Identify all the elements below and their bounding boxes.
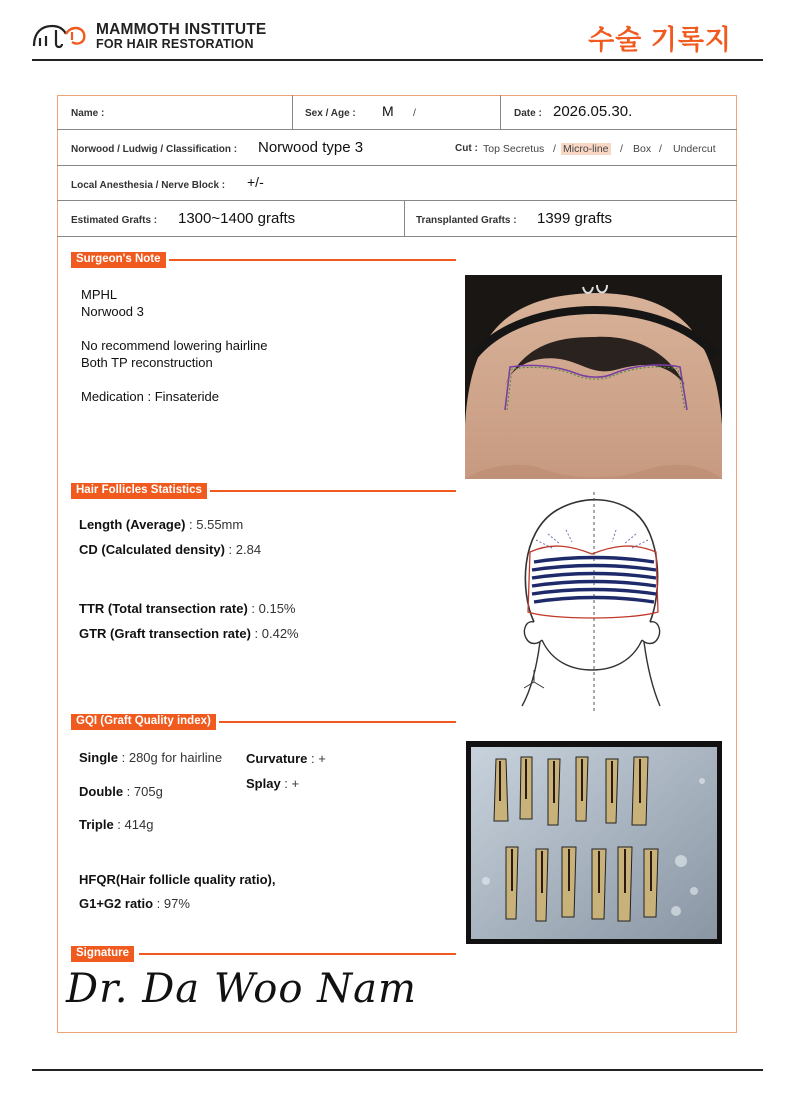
name-label: Name : (71, 108, 105, 119)
donor-area-head-diagram (512, 492, 672, 712)
section-header-surgeons-note (71, 252, 456, 268)
note-line (81, 371, 267, 388)
stat-value: : 2.84 (224, 542, 262, 557)
column-divider (292, 95, 293, 130)
classification-label: Norwood / Ludwig / Classification : (71, 144, 238, 155)
section-header-signature (71, 946, 456, 962)
footer-divider (32, 1069, 763, 1071)
note-line (81, 320, 267, 337)
cut-option-box[interactable]: Box (633, 143, 652, 155)
graft-samples-photo (466, 741, 722, 944)
gqi-label: HFQR(Hair follicle quality ratio), (79, 872, 276, 887)
stat-value: : 0.15% (247, 601, 296, 616)
stat-value: : 5.55mm (185, 517, 244, 532)
gqi-label: Triple (79, 817, 114, 832)
gqi-value: : 705g (123, 784, 163, 799)
cut-option-undercut[interactable]: Undercut (673, 143, 716, 155)
mammoth-logo-icon (32, 20, 92, 52)
stat-label: CD (Calculated density) (79, 542, 225, 557)
gqi-label: Double (79, 784, 124, 799)
note-line: Medication : Finsateride (81, 389, 220, 404)
brand-name-line1: MAMMOTH INSTITUTE (96, 21, 267, 38)
surgeons-note-text (81, 286, 267, 405)
section-rule (210, 490, 456, 492)
anesthesia-label: Local Anesthesia / Nerve Block : (71, 180, 226, 191)
date-label: Date : (514, 108, 542, 119)
stat-label: Length (Average) (79, 517, 186, 532)
cut-separator: / (553, 143, 556, 155)
section-title: Hair Follicles Statistics (71, 483, 207, 499)
stat-gtr (79, 626, 299, 641)
cut-label: Cut : (455, 143, 478, 154)
sex-field[interactable]: M (382, 103, 394, 119)
column-divider (500, 95, 501, 130)
stat-label: TTR (Total transection rate) (79, 601, 248, 616)
gqi-curvature (246, 751, 326, 766)
brand-name-line2: FOR HAIR RESTORATION (96, 37, 254, 51)
transplanted-grafts-label: Transplanted Grafts : (416, 215, 517, 226)
gqi-label: Splay (246, 776, 281, 791)
stat-cd (79, 542, 261, 557)
cut-option-top-secretus[interactable]: Top Secretus (483, 143, 545, 155)
section-rule (169, 259, 456, 261)
estimated-grafts-label: Estimated Grafts : (71, 215, 158, 226)
stat-label: GTR (Graft transection rate) (79, 626, 251, 641)
gqi-splay (246, 776, 299, 791)
section-rule (139, 953, 456, 955)
gqi-hfqr (79, 872, 275, 887)
header-divider (32, 59, 763, 61)
estimated-grafts-field[interactable]: 1300~1400 grafts (178, 210, 296, 227)
section-rule (219, 721, 456, 723)
gqi-single (79, 750, 222, 765)
stat-value: : 0.42% (250, 626, 299, 641)
gqi-label: G1+G2 ratio (79, 896, 154, 911)
gqi-value: : + (307, 751, 326, 766)
gqi-value: : 280g for hairline (118, 750, 223, 765)
section-header-gqi (71, 714, 456, 730)
gqi-value: : + (280, 776, 300, 791)
gqi-label: Single (79, 750, 119, 765)
note-line: MPHL (81, 287, 118, 302)
hairline-design-photo (465, 275, 722, 479)
cut-separator: / (620, 143, 623, 155)
gqi-value: : 97% (153, 896, 190, 911)
section-header-statistics (71, 483, 456, 499)
anesthesia-field[interactable]: +/- (247, 174, 264, 190)
gqi-ratio (79, 896, 190, 911)
section-title: GQI (Graft Quality index) (71, 714, 216, 730)
gqi-label: Curvature (246, 751, 308, 766)
stat-length (79, 517, 243, 532)
form-row-identity (57, 95, 737, 130)
cut-separator: / (659, 143, 662, 155)
transplanted-grafts-field[interactable]: 1399 grafts (537, 210, 613, 227)
cut-option-micro-line-selected[interactable]: Micro-line (563, 143, 609, 155)
column-divider (404, 201, 405, 237)
section-title: Signature (71, 946, 134, 962)
signature-handwritten: Dr. Da Woo Nam (66, 966, 417, 1012)
note-line: Both TP reconstruction (81, 355, 213, 370)
section-title: Surgeon's Note (71, 252, 166, 268)
note-line: Norwood 3 (81, 304, 144, 319)
note-line: No recommend lowering hairline (81, 338, 268, 353)
gqi-double (79, 784, 163, 799)
gqi-triple (79, 817, 153, 832)
form-row-grafts (57, 201, 737, 237)
classification-field[interactable]: Norwood type 3 (258, 139, 364, 156)
sex-age-separator: / (413, 107, 416, 119)
stat-ttr (79, 601, 295, 616)
gqi-value: : 414g (113, 817, 154, 832)
sex-age-label: Sex / Age : (305, 108, 356, 119)
date-field[interactable]: 2026.05.30. (553, 103, 633, 120)
document-title: 수술 기록지 (588, 25, 732, 55)
